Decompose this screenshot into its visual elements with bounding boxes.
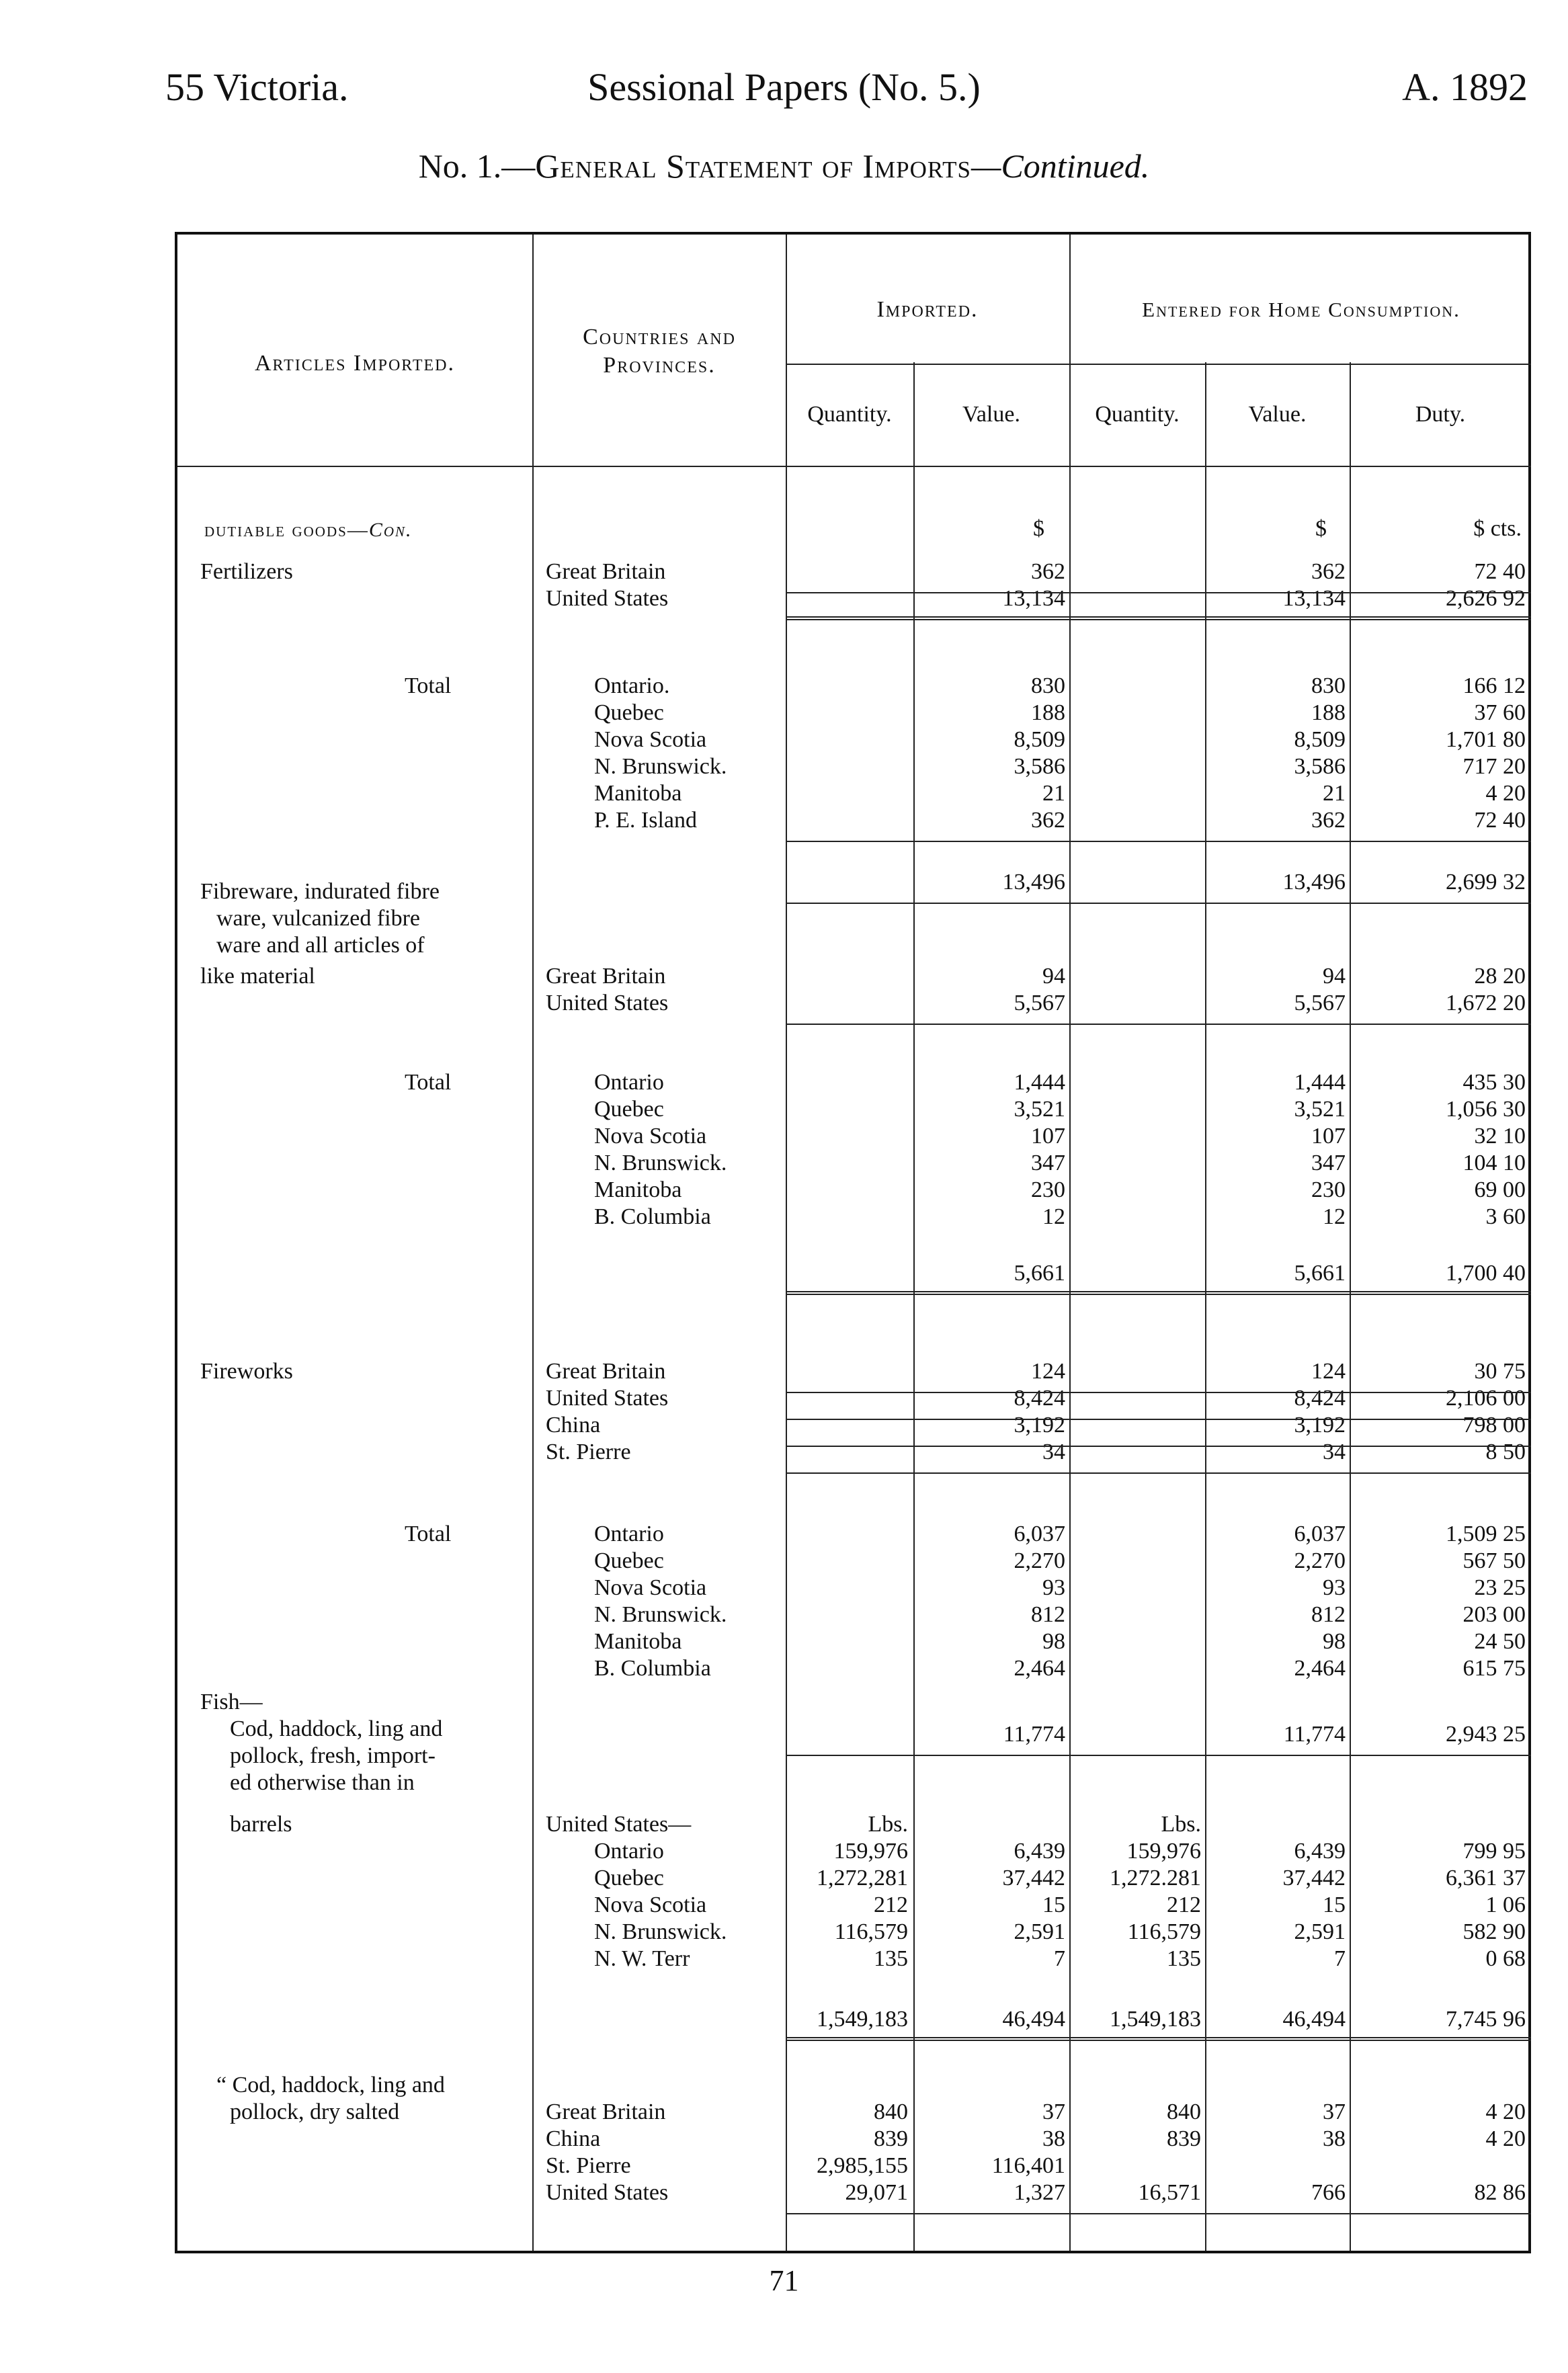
row-cell: 2,464 bbox=[1014, 1656, 1065, 1681]
row-country: Quebec bbox=[594, 700, 664, 725]
row-cell: 8,509 bbox=[1014, 727, 1065, 752]
row-cell: 166 12 bbox=[1462, 673, 1526, 698]
row-cell: 362 bbox=[1311, 808, 1346, 833]
row-cell: 567 50 bbox=[1462, 1548, 1526, 1573]
row-cell: 24 50 bbox=[1474, 1629, 1526, 1654]
row-cell: Lbs. bbox=[868, 1812, 908, 1837]
row-cell: 798 00 bbox=[1462, 1413, 1526, 1438]
row-cell: 435 30 bbox=[1462, 1070, 1526, 1095]
row-country: Ontario bbox=[594, 1070, 664, 1095]
row-cell: 37,442 bbox=[1002, 1866, 1065, 1890]
row-cell: 5,567 bbox=[1294, 991, 1346, 1015]
title-prefix: No. 1.— bbox=[418, 147, 536, 185]
row-country: St. Pierre bbox=[546, 2153, 631, 2178]
row-cell: 3,521 bbox=[1014, 1097, 1065, 1122]
row-cell: 21 bbox=[1323, 781, 1346, 806]
row-cell: 1,672 20 bbox=[1446, 991, 1526, 1015]
article-fireworks: Fireworks bbox=[200, 1359, 293, 1384]
row-cell: 8,424 bbox=[1014, 1386, 1065, 1411]
row-cell: 2,591 bbox=[1294, 1919, 1346, 1944]
row-country: St. Pierre bbox=[546, 1440, 631, 1464]
row-cell: 13,134 bbox=[1282, 586, 1346, 611]
row-cell: 46,494 bbox=[1002, 2007, 1065, 2032]
row-cell: 582 90 bbox=[1462, 1919, 1526, 1944]
row-cell: 28 20 bbox=[1474, 964, 1526, 989]
row-cell: 766 bbox=[1311, 2180, 1346, 2205]
row-cell: 8,424 bbox=[1294, 1386, 1346, 1411]
row-country: China bbox=[546, 1413, 601, 1438]
row-cell: 23 25 bbox=[1474, 1575, 1526, 1600]
row-cell: 11,774 bbox=[1003, 1722, 1065, 1747]
row-cell: 2,591 bbox=[1014, 1919, 1065, 1944]
row-cell: 38 bbox=[1042, 2126, 1065, 2151]
row-cell: 840 bbox=[874, 2099, 908, 2124]
row-cell: 37,442 bbox=[1282, 1866, 1346, 1890]
row-cell: 34 bbox=[1042, 1440, 1065, 1464]
row-cell: 6,439 bbox=[1014, 1839, 1065, 1864]
row-cell: 104 10 bbox=[1462, 1151, 1526, 1175]
article-cod-fresh: ed otherwise than in bbox=[230, 1770, 415, 1795]
row-cell: 1,272,281 bbox=[817, 1866, 908, 1890]
row-country: Quebec bbox=[594, 1548, 664, 1573]
row-country: Manitoba bbox=[594, 1177, 682, 1202]
row-cell: 615 75 bbox=[1462, 1656, 1526, 1681]
row-cell: 93 bbox=[1323, 1575, 1346, 1600]
col-duty: Duty. bbox=[1415, 402, 1466, 427]
row-cell: 188 bbox=[1031, 700, 1065, 725]
row-cell: 21 bbox=[1042, 781, 1065, 806]
row-cell: 6,037 bbox=[1294, 1522, 1346, 1546]
row-cell: 7,745 96 bbox=[1446, 2007, 1526, 2032]
row-country: Ontario. bbox=[594, 673, 670, 698]
row-cell: 72 40 bbox=[1474, 559, 1526, 584]
row-cell: 362 bbox=[1311, 559, 1346, 584]
row-country: Great Britain bbox=[546, 964, 666, 989]
col-imported: Imported. bbox=[876, 297, 979, 322]
article-cod-fresh: barrels bbox=[230, 1812, 292, 1837]
row-cell: 203 00 bbox=[1462, 1602, 1526, 1627]
row-cell: 3,192 bbox=[1294, 1413, 1346, 1438]
article-cod-dry: “ Cod, haddock, ling and bbox=[216, 2073, 445, 2097]
row-cell: 4 20 bbox=[1485, 2126, 1526, 2151]
row-cell: 124 bbox=[1031, 1359, 1065, 1384]
header-papers: Sessional Papers (No. 5.) bbox=[587, 65, 981, 109]
row-cell: 6,439 bbox=[1294, 1839, 1346, 1864]
title-suffix: —Continued. bbox=[971, 147, 1150, 185]
row-country: Manitoba bbox=[594, 781, 682, 806]
row-cell: 362 bbox=[1031, 808, 1065, 833]
row-country: N. W. Terr bbox=[594, 1946, 690, 1971]
article-cod-fresh: pollock, fresh, import- bbox=[230, 1743, 436, 1768]
row-cell: 1,701 80 bbox=[1446, 727, 1526, 752]
row-cell: 16,571 bbox=[1138, 2180, 1201, 2205]
row-cell: 69 00 bbox=[1474, 1177, 1526, 1202]
row-cell: 124 bbox=[1311, 1359, 1346, 1384]
row-cell: 11,774 bbox=[1283, 1722, 1346, 1747]
row-cell: 94 bbox=[1323, 964, 1346, 989]
row-cell: 7 bbox=[1334, 1946, 1346, 1971]
row-country: Nova Scotia bbox=[594, 727, 707, 752]
row-country: United States bbox=[546, 2180, 669, 2205]
row-cell: 830 bbox=[1311, 673, 1346, 698]
row-country: United States bbox=[546, 1386, 669, 1411]
row-cell: 1,056 30 bbox=[1446, 1097, 1526, 1122]
row-cell: 1,272.281 bbox=[1110, 1866, 1201, 1890]
row-country: Quebec bbox=[594, 1866, 664, 1890]
row-cell: 2,943 25 bbox=[1446, 1722, 1526, 1747]
row-cell: 5,661 bbox=[1014, 1261, 1065, 1286]
row-cell: 6,361 37 bbox=[1446, 1866, 1526, 1890]
col-ent-quantity: Quantity. bbox=[1095, 402, 1180, 427]
row-country: N. Brunswick. bbox=[594, 1919, 727, 1944]
row-cell: 3,586 bbox=[1294, 754, 1346, 779]
row-cell: 98 bbox=[1042, 1629, 1065, 1654]
row-cell: 98 bbox=[1323, 1629, 1346, 1654]
section-dutiable-con: Con. bbox=[368, 519, 413, 541]
row-cell: 230 bbox=[1031, 1177, 1065, 1202]
row-cell: 159,976 bbox=[1126, 1839, 1201, 1864]
row-cell: 212 bbox=[874, 1892, 908, 1917]
row-cell: 46,494 bbox=[1282, 2007, 1346, 2032]
row-cell: 30 75 bbox=[1474, 1359, 1526, 1384]
row-cell: 37 60 bbox=[1474, 700, 1526, 725]
row-country: Ontario bbox=[594, 1522, 664, 1546]
header-session: 55 Victoria. bbox=[165, 65, 349, 109]
row-cell: 2,270 bbox=[1294, 1548, 1346, 1573]
section-dutiable bbox=[204, 517, 413, 544]
row-cell: 5,661 bbox=[1294, 1261, 1346, 1286]
row-cell: 94 bbox=[1042, 964, 1065, 989]
row-cell: 34 bbox=[1323, 1440, 1346, 1464]
article-fibreware: ware and all articles of bbox=[216, 933, 425, 958]
col-countries: Countries and Provinces. bbox=[583, 325, 736, 378]
col-ent-value: Value. bbox=[1248, 402, 1307, 427]
row-cell: 840 bbox=[1167, 2099, 1201, 2124]
row-cell: 2,270 bbox=[1014, 1548, 1065, 1573]
row-cell: 37 bbox=[1042, 2099, 1065, 2124]
page-title bbox=[0, 147, 1568, 185]
row-cell: 799 95 bbox=[1462, 1839, 1526, 1864]
col-articles: Articles Imported. bbox=[254, 351, 455, 376]
row-cell: 812 bbox=[1311, 1602, 1346, 1627]
row-country: United States— bbox=[546, 1812, 692, 1837]
row-cell: 4 20 bbox=[1485, 781, 1526, 806]
row-cell: 1,509 25 bbox=[1446, 1522, 1526, 1546]
row-cell: 12 bbox=[1042, 1204, 1065, 1229]
row-country: Great Britain bbox=[546, 2099, 666, 2124]
row-cell: 212 bbox=[1167, 1892, 1201, 1917]
row-country: N. Brunswick. bbox=[594, 1151, 727, 1175]
row-cell: 230 bbox=[1311, 1177, 1346, 1202]
row-cell: 159,976 bbox=[833, 1839, 908, 1864]
section-dutiable-text: dutiable goods— bbox=[204, 519, 369, 541]
row-cell: 1,549,183 bbox=[1110, 2007, 1201, 2032]
row-cell: 2,985,155 bbox=[817, 2153, 908, 2178]
row-cell: 12 bbox=[1323, 1204, 1346, 1229]
row-cell: 188 bbox=[1311, 700, 1346, 725]
row-country: Nova Scotia bbox=[594, 1124, 707, 1149]
row-cell: 1,549,183 bbox=[817, 2007, 908, 2032]
row-country: China bbox=[546, 2126, 601, 2151]
row-cell: 1,444 bbox=[1294, 1070, 1346, 1095]
row-country: B. Columbia bbox=[594, 1204, 711, 1229]
row-cell: 82 86 bbox=[1474, 2180, 1526, 2205]
title-main: General Statement of Imports bbox=[535, 147, 971, 185]
row-cell: 8 50 bbox=[1485, 1440, 1526, 1464]
row-cell: 38 bbox=[1323, 2126, 1346, 2151]
row-cell: 7 bbox=[1054, 1946, 1065, 1971]
row-cell: 812 bbox=[1031, 1602, 1065, 1627]
row-cell: 116,579 bbox=[834, 1919, 908, 1944]
row-country: Great Britain bbox=[546, 1359, 666, 1384]
article-cod-dry: pollock, dry salted bbox=[230, 2099, 400, 2124]
total-label: Total bbox=[405, 1522, 452, 1546]
article-fish: Fish— bbox=[200, 1690, 263, 1714]
row-cell: 2,626 92 bbox=[1446, 586, 1526, 611]
row-country: Nova Scotia bbox=[594, 1575, 707, 1600]
col-imp-value: Value. bbox=[962, 402, 1020, 427]
row-country: Manitoba bbox=[594, 1629, 682, 1654]
row-country: Quebec bbox=[594, 1097, 664, 1122]
row-cell: 116,401 bbox=[991, 2153, 1065, 2178]
article-fibreware: like material bbox=[200, 964, 315, 989]
row-cell: 3 60 bbox=[1485, 1204, 1526, 1229]
row-cell: 0 68 bbox=[1485, 1946, 1526, 1971]
unit-imp-value: $ bbox=[1033, 516, 1044, 541]
row-cell: 8,509 bbox=[1294, 727, 1346, 752]
row-cell: 93 bbox=[1042, 1575, 1065, 1600]
row-country: Great Britain bbox=[546, 559, 666, 584]
row-country: Ontario bbox=[594, 1839, 664, 1864]
row-cell: 2,106 00 bbox=[1446, 1386, 1526, 1411]
row-cell: 1,444 bbox=[1014, 1070, 1065, 1095]
row-cell: 135 bbox=[1167, 1946, 1201, 1971]
row-country: N. Brunswick. bbox=[594, 1602, 727, 1627]
row-cell: 107 bbox=[1031, 1124, 1065, 1149]
article-fibreware: ware, vulcanized fibre bbox=[216, 906, 420, 931]
row-cell: 29,071 bbox=[845, 2180, 908, 2205]
row-cell: 2,464 bbox=[1294, 1656, 1346, 1681]
col-imp-quantity: Quantity. bbox=[807, 402, 892, 427]
row-cell: 15 bbox=[1042, 1892, 1065, 1917]
row-country: United States bbox=[546, 991, 669, 1015]
row-cell: 32 10 bbox=[1474, 1124, 1526, 1149]
row-cell: 347 bbox=[1031, 1151, 1065, 1175]
row-cell: 6,037 bbox=[1014, 1522, 1065, 1546]
row-cell: 347 bbox=[1311, 1151, 1346, 1175]
row-country: P. E. Island bbox=[594, 808, 697, 833]
row-cell: 830 bbox=[1031, 673, 1065, 698]
row-country: N. Brunswick. bbox=[594, 754, 727, 779]
unit-duty: $ cts. bbox=[1473, 516, 1522, 541]
row-cell: Lbs. bbox=[1161, 1812, 1201, 1837]
row-country: Nova Scotia bbox=[594, 1892, 707, 1917]
header-year: A. 1892 bbox=[1402, 65, 1528, 109]
row-cell: 107 bbox=[1311, 1124, 1346, 1149]
row-cell: 116,579 bbox=[1127, 1919, 1201, 1944]
total-label: Total bbox=[405, 1070, 452, 1095]
article-cod-fresh: Cod, haddock, ling and bbox=[230, 1716, 443, 1741]
article-fertilizers: Fertilizers bbox=[200, 559, 293, 584]
row-cell: 15 bbox=[1323, 1892, 1346, 1917]
row-cell: 13,496 bbox=[1002, 870, 1065, 894]
row-cell: 13,134 bbox=[1002, 586, 1065, 611]
row-cell: 135 bbox=[874, 1946, 908, 1971]
row-cell: 1 06 bbox=[1485, 1892, 1526, 1917]
row-cell: 839 bbox=[1167, 2126, 1201, 2151]
unit-ent-value: $ bbox=[1315, 516, 1327, 541]
row-cell: 3,586 bbox=[1014, 754, 1065, 779]
row-cell: 5,567 bbox=[1014, 991, 1065, 1015]
row-country: B. Columbia bbox=[594, 1656, 711, 1681]
row-cell: 1,327 bbox=[1014, 2180, 1065, 2205]
row-cell: 717 20 bbox=[1462, 754, 1526, 779]
row-cell: 1,700 40 bbox=[1446, 1261, 1526, 1286]
article-fibreware: Fibreware, indurated fibre bbox=[200, 879, 440, 904]
row-cell: 362 bbox=[1031, 559, 1065, 584]
row-cell: 13,496 bbox=[1282, 870, 1346, 894]
row-cell: 3,521 bbox=[1294, 1097, 1346, 1122]
total-label: Total bbox=[405, 673, 452, 698]
row-cell: 72 40 bbox=[1474, 808, 1526, 833]
row-country: United States bbox=[546, 586, 669, 611]
col-entered: Entered for Home Consumption. bbox=[1142, 298, 1460, 321]
row-cell: 4 20 bbox=[1485, 2099, 1526, 2124]
row-cell: 839 bbox=[874, 2126, 908, 2151]
row-cell: 2,699 32 bbox=[1446, 870, 1526, 894]
imports-table bbox=[175, 232, 1531, 2253]
row-cell: 3,192 bbox=[1014, 1413, 1065, 1438]
row-cell: 37 bbox=[1323, 2099, 1346, 2124]
page-number: 71 bbox=[769, 2264, 799, 2297]
